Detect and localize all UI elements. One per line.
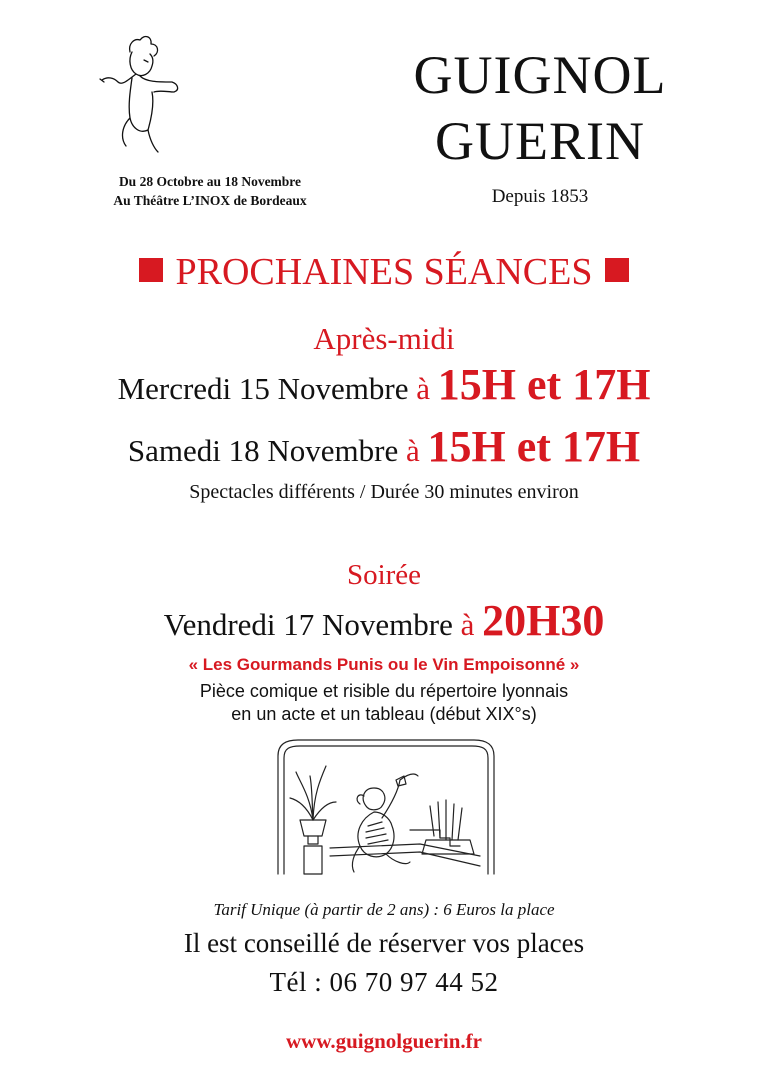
afternoon-note: Spectacles différents / Durée 30 minutes environ (189, 481, 579, 503)
session-line (0, 360, 768, 411)
heading-text: PROCHAINES SÉANCES (175, 251, 593, 293)
dates-line: Du 28 Octobre au 18 Novembre (118, 174, 302, 189)
session-times: 15H et 17H (427, 422, 641, 471)
title-line-1: GUIGNOL (413, 45, 667, 105)
session-line (0, 596, 768, 647)
page-title (370, 42, 710, 174)
session-day: Vendredi 17 Novembre (163, 607, 453, 642)
red-square-icon (605, 258, 629, 282)
session-connector: à (460, 607, 475, 642)
price-info: Tarif Unique (à partir de 2 ans) : 6 Euros la place (213, 900, 555, 919)
red-square-icon (139, 258, 163, 282)
session-day: Mercredi 15 Novembre (117, 371, 409, 406)
session-connector: à (416, 371, 431, 406)
since-text: Depuis 1853 (491, 186, 589, 207)
title-line-2: GUERIN (435, 111, 645, 171)
website-link[interactable]: www.guignolguerin.fr (285, 1029, 482, 1053)
sessions-heading (0, 249, 768, 295)
session-times: 15H et 17H (437, 360, 651, 409)
engraving-illustration-icon (270, 736, 502, 876)
play-desc-line: en un acte et un tableau (début XIX°s) (231, 704, 537, 724)
booking-advice: Il est conseillé de réserver vos places (183, 928, 585, 958)
play-description (0, 680, 768, 726)
venue-line: Au Théâtre L’INOX de Bordeaux (113, 193, 307, 208)
session-connector: à (405, 433, 420, 468)
session-line (0, 422, 768, 473)
evening-label: Soirée (346, 559, 422, 591)
play-title: « Les Gourmands Punis ou le Vin Empoisonné » (188, 655, 580, 674)
session-time: 20H30 (482, 596, 605, 645)
afternoon-label: Après-midi (313, 321, 455, 356)
session-day: Samedi 18 Novembre (127, 433, 399, 468)
puppet-logo-icon (88, 30, 198, 160)
phone-number[interactable]: Tél : 06 70 97 44 52 (269, 967, 499, 997)
play-desc-line: Pièce comique et risible du répertoire lyonnais (199, 681, 569, 701)
dates-block (70, 172, 350, 210)
